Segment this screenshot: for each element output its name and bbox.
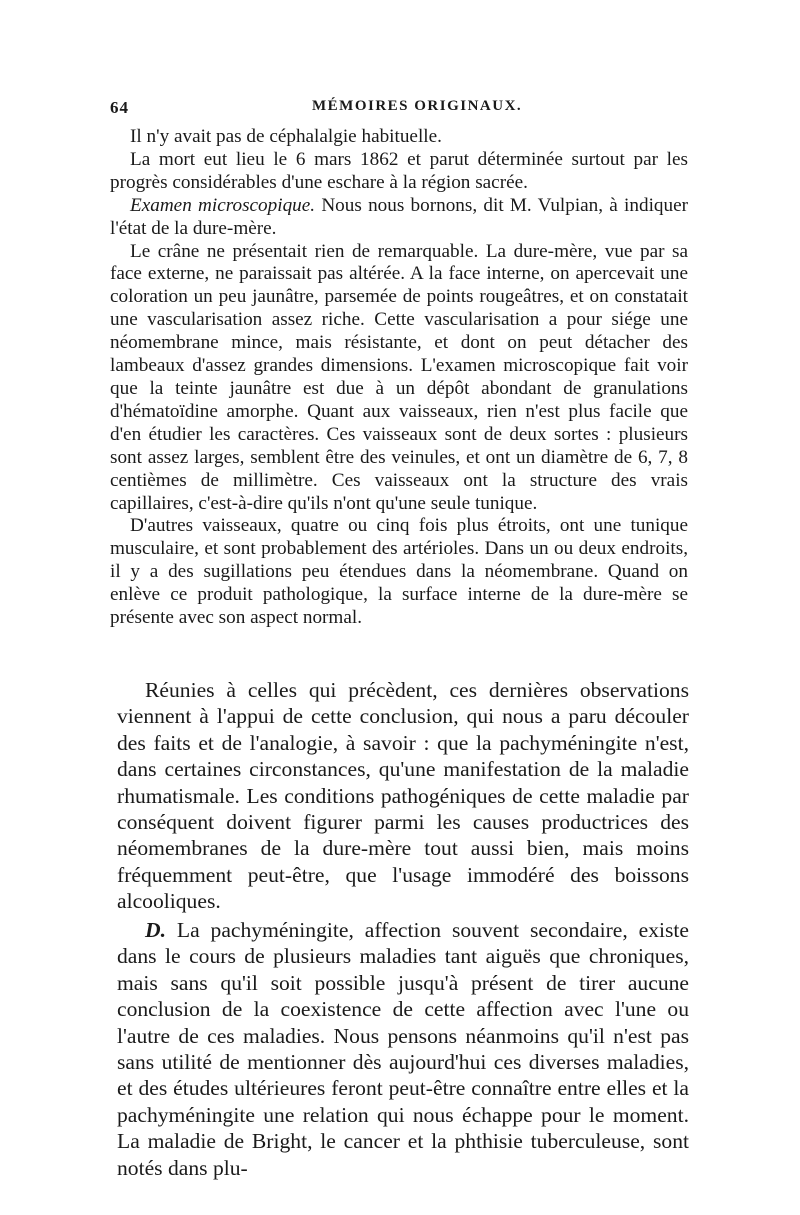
paragraph-examen xyxy=(110,195,688,241)
examen-text: Nous nous bornons, dit M. Vulpian, à indiquer l'état de la dure-mère. xyxy=(110,194,688,239)
conclusion-block xyxy=(117,677,689,915)
examen-label: Examen microscopique. xyxy=(130,194,316,216)
section-d-text: La pachyméningite, affection souvent secondaire, existe dans le cours de plusieurs maladies tant aiguës que chroniques, mais sans qu'il soit possible jusqu'à présent de tirer aucune conclusion de la coexistence de cette affection avec l'une ou l'autre de ces maladies. Nous pensons néanmoins qu'il n'est pas sans utilité de mentionner dès aujourd'hui ces diverses maladies, et des études ultérieures feront peut-être connaître entre elles et la pachyméningite une relation qui nous échappe pour le moment. La maladie de Bright, le cancer et la phthisie tuberculeuse, sont notés dans plu- xyxy=(117,918,689,1180)
running-head xyxy=(110,98,688,124)
paragraph-section-d xyxy=(117,917,689,1181)
paragraph-crane: Le crâne ne présentait rien de remarquable. La dure-mère, vue par sa face externe, ne paraissait pas altérée. A la face interne, on apercevait une coloration un peu jaunâtre, parsemée de points rougeâtres, et on constatait une vascularisation assez riche. Cette vascularisation a pour siége une néomembrane mince, mais résistante, et dont on peut détacher des lambeaux d'assez grandes dimensions. L'examen microscopique fait voir que la teinte jaunâtre est due à un dépôt abondant de granulations d'hématoïdine amorphe. Quant aux vaisseaux, rien n'est plus facile que d'en étudier les caractères. Ces vaisseaux sont de deux sortes : plusieurs sont assez larges, semblent être des veinules, et ont un diamètre de 6, 7, 8 centièmes de millimètre. Ces vaisseaux ont la structure des vrais capillaires, c'est-à-dire qu'ils n'ont qu'une seule tunique. xyxy=(110,240,688,514)
section-letter: D. xyxy=(145,918,166,942)
section-d-block xyxy=(117,917,689,1181)
paragraph-vaisseaux: D'autres vaisseaux, quatre ou cinq fois plus étroits, ont une tunique musculaire, et sont probablement des artérioles. Dans un ou deux endroits, il y a des sugillations peu étendues dans la néomembrane. Quand on enlève ce produit pathologique, la surface interne de la dure-mère se présente avec son aspect normal. xyxy=(110,515,688,629)
paragraph-conclusion: Réunies à celles qui précèdent, ces dernières observations viennent à l'appui de cette conclusion, qui nous a paru découler des faits et de l'analogie, à savoir : que la pachyméningite n'est, dans certaines circonstances, qu'une manifestation de la maladie rhumatismale. Les conditions pathogéniques de cette maladie par conséquent doivent figurer parmi les causes productrices des néomembranes de la dure-mère tout aussi bien, mais moins fréquemment peut-être, que l'usage immodéré des boissons alcooliques. xyxy=(117,678,689,914)
page-number: 64 xyxy=(110,98,129,117)
running-title: MÉMOIRES ORIGINAUX. xyxy=(312,98,523,114)
observation-text xyxy=(110,126,688,630)
paragraph-mort: La mort eut lieu le 6 mars 1862 et parut déterminée surtout par les progrès considérables d'une eschare à la région sacrée. xyxy=(110,148,688,193)
paragraph-cephalalgie: Il n'y avait pas de céphalalgie habituelle. xyxy=(130,126,442,147)
